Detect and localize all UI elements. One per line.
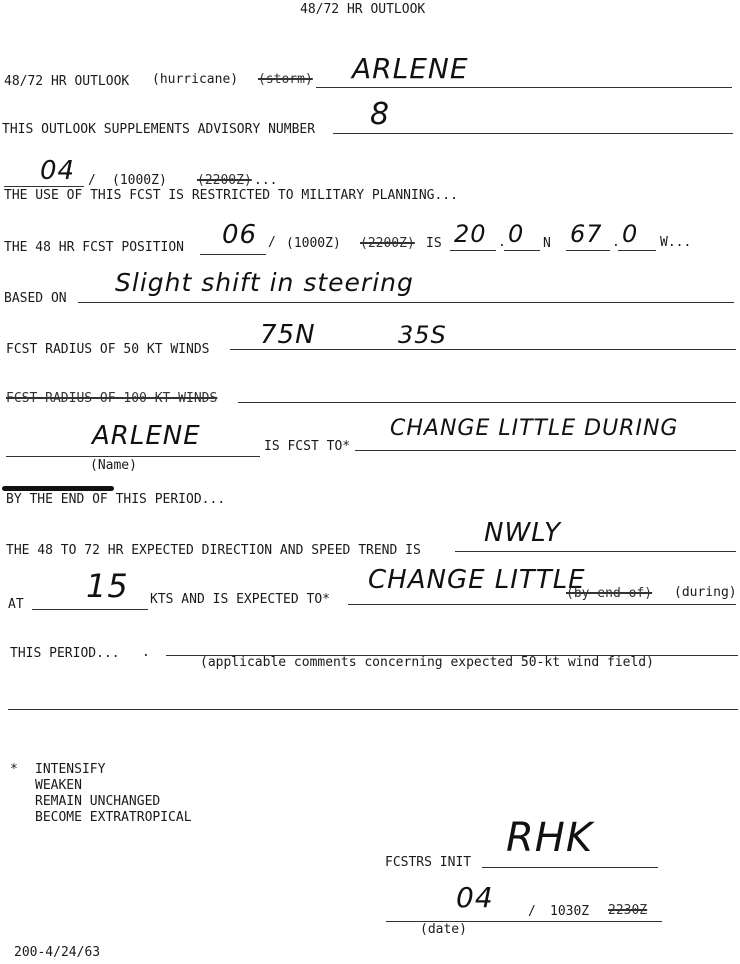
radius-50kt-south-handwritten: 35S bbox=[398, 321, 447, 349]
option-intensify: INTENSIFY bbox=[35, 762, 106, 777]
longitude-west: W... bbox=[660, 235, 692, 250]
is-fcst-to-line bbox=[355, 450, 736, 451]
based-on-label: BASED ON bbox=[4, 291, 67, 306]
fcstrs-init-line bbox=[482, 867, 658, 868]
fcst-position-slash: / bbox=[268, 235, 276, 250]
date-time-2230z-struck: 2230Z bbox=[608, 903, 648, 918]
by-end-of-period-label: BY THE END OF THIS PERIOD... bbox=[6, 492, 226, 507]
advisory-time-1000z: (1000Z) bbox=[112, 173, 167, 188]
advisory-ellipsis: ... bbox=[254, 173, 278, 188]
comments-caption: (applicable comments concerning expected 50-kt wind field) bbox=[200, 655, 654, 670]
is-fcst-to-handwritten: CHANGE LITTLE DURING bbox=[390, 416, 679, 441]
storm-name-2-handwritten: ARLENE bbox=[92, 421, 201, 451]
speed-handwritten: 15 bbox=[86, 567, 129, 605]
storm-name-line bbox=[316, 87, 732, 88]
fcst-position-label: THE 48 HR FCST POSITION bbox=[4, 240, 185, 255]
fcstrs-init-label: FCSTRS INIT bbox=[385, 855, 472, 870]
storm-name-2-line bbox=[6, 456, 260, 457]
advisory-day-handwritten: 04 bbox=[40, 156, 76, 186]
date-time-1030z: 1030Z bbox=[550, 904, 590, 919]
advisory-slash: / bbox=[88, 173, 96, 188]
form-number: 200-4/24/63 bbox=[14, 945, 101, 960]
radius-50kt-north-handwritten: 75N bbox=[260, 320, 316, 350]
longitude-decimal-handwritten: 0 bbox=[622, 220, 639, 248]
advisory-label: THIS OUTLOOK SUPPLEMENTS ADVISORY NUMBER bbox=[2, 122, 316, 137]
trend-line bbox=[455, 551, 736, 552]
fcst-position-time-1000z: (1000Z) bbox=[286, 236, 341, 251]
by-the-end-scribble bbox=[2, 486, 114, 491]
longitude-dot: . bbox=[612, 235, 620, 250]
comments-line bbox=[8, 709, 738, 710]
hurricane-option: (hurricane) bbox=[152, 72, 239, 87]
radius-100kt-label-struck: FCST RADIUS OF 100 KT WINDS bbox=[6, 391, 218, 406]
latitude-north: N bbox=[543, 236, 551, 251]
expected-line bbox=[348, 604, 736, 605]
latitude-dot: . bbox=[498, 235, 506, 250]
this-period-dot: . bbox=[142, 645, 150, 660]
by-end-of-struck: (by end of) bbox=[566, 586, 653, 601]
longitude-whole-handwritten: 67 bbox=[570, 220, 603, 248]
kts-expected-label: KTS AND IS EXPECTED TO* bbox=[150, 592, 331, 607]
radius-100kt-line bbox=[238, 402, 736, 403]
storm-option-struck: (storm) bbox=[258, 72, 313, 87]
during-label: (during) bbox=[674, 585, 737, 600]
options-asterisk: * bbox=[10, 762, 18, 777]
outlook-label: 48/72 HR OUTLOOK bbox=[4, 74, 130, 89]
name-caption: (Name) bbox=[90, 458, 137, 473]
fcst-position-day-handwritten: 06 bbox=[222, 220, 258, 250]
date-slash: / bbox=[528, 904, 536, 919]
latitude-decimal-handwritten: 0 bbox=[508, 220, 525, 248]
advisory-number-handwritten: 8 bbox=[370, 97, 391, 132]
fcst-position-is: IS bbox=[426, 236, 442, 251]
longitude-whole-line bbox=[566, 250, 610, 251]
date-day-handwritten: 04 bbox=[456, 881, 494, 914]
is-fcst-to-label: IS FCST TO* bbox=[264, 439, 351, 454]
radius-50kt-label: FCST RADIUS OF 50 KT WINDS bbox=[6, 342, 210, 357]
longitude-decimal-line bbox=[618, 250, 656, 251]
option-become-extratropical: BECOME EXTRATROPICAL bbox=[35, 810, 192, 825]
advisory-number-line bbox=[333, 133, 733, 134]
latitude-whole-handwritten: 20 bbox=[454, 220, 487, 248]
advisory-day-line bbox=[4, 186, 84, 187]
advisory-time-2200z-struck: (2200Z) bbox=[197, 173, 252, 188]
page-title: 48/72 HR OUTLOOK bbox=[300, 2, 426, 17]
storm-name-handwritten: ARLENE bbox=[352, 52, 469, 85]
fcst-position-day-line bbox=[200, 254, 266, 255]
option-weaken: WEAKEN bbox=[35, 778, 82, 793]
expected-handwritten: CHANGE LITTLE bbox=[368, 565, 586, 595]
latitude-decimal-line bbox=[504, 250, 540, 251]
restriction-notice: THE USE OF THIS FCST IS RESTRICTED TO MILITARY PLANNING... bbox=[4, 188, 458, 203]
fcst-position-time-2200z-struck: (2200Z) bbox=[360, 236, 415, 251]
based-on-handwritten: Slight shift in steering bbox=[115, 268, 414, 297]
trend-handwritten: NWLY bbox=[484, 518, 562, 548]
trend-label: THE 48 TO 72 HR EXPECTED DIRECTION AND SPEED TREND IS bbox=[6, 543, 421, 558]
at-label: AT bbox=[8, 597, 24, 612]
this-period-label: THIS PERIOD... bbox=[10, 646, 120, 661]
option-remain-unchanged: REMAIN UNCHANGED bbox=[35, 794, 161, 809]
based-on-line bbox=[78, 302, 734, 303]
speed-line bbox=[32, 609, 148, 610]
fcstrs-initials-handwritten: RHK bbox=[506, 815, 594, 861]
latitude-whole-line bbox=[450, 250, 496, 251]
date-caption: (date) bbox=[420, 922, 467, 937]
